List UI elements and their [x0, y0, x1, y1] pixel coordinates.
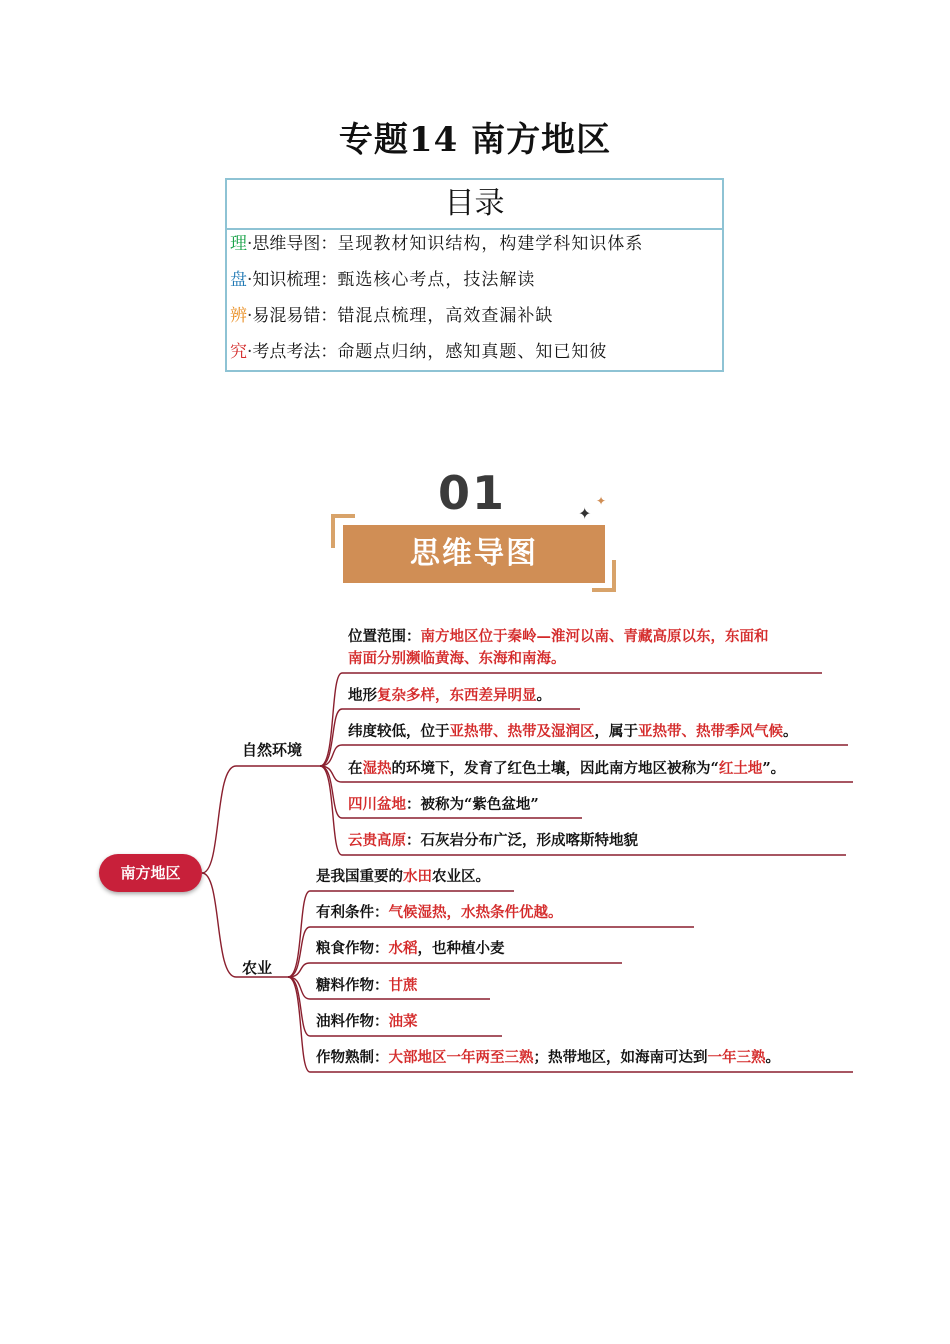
leaf-text [316, 902, 563, 924]
highlight-text: 红土地 [718, 760, 763, 777]
highlight-text: 湿热 [362, 760, 392, 777]
toc-heading: 目录 [227, 180, 722, 230]
highlight-text: 一年三熟 [707, 1049, 766, 1066]
branch-agriculture: 农业 [242, 959, 273, 977]
toc-desc: 呈现教材知识结构，构建学科知识体系 [337, 234, 644, 254]
leaf-text [348, 721, 798, 743]
highlight-text: 四川盆地 [348, 796, 406, 813]
highlight-text: 水稻 [388, 940, 418, 957]
leaf-text [316, 866, 490, 888]
leaf-text-part: 是我国重要的 [316, 868, 403, 885]
sparkle-icon: ✦ [596, 494, 607, 508]
toc-item: 理·思维导图：呈现教材知识结构，构建学科知识体系 [230, 234, 644, 254]
highlight-text: 云贵高原 [348, 832, 406, 849]
leaf-text-part: 作物熟制： [316, 1049, 389, 1066]
toc-label: 知识梳理： [252, 270, 338, 290]
toc-item: 究·考点考法：命题点归纳，感知真题、知已知彼 [230, 342, 608, 362]
toc-key: 盘 [230, 270, 247, 290]
highlight-text: 南面分别濒临黄海、东海和南海。 [348, 650, 566, 667]
highlight-text: 南方地区位于秦岭—淮河以南、青藏高原以东，东面和 [420, 628, 769, 645]
leaf-text [348, 685, 551, 707]
connector-line [202, 766, 320, 873]
highlight-text: 气候湿热，水热条件优越。 [388, 904, 563, 921]
highlight-text: 复杂多样，东西差异明显 [377, 687, 537, 704]
toc-key: 辨 [230, 306, 247, 326]
leaf-text-part: 油料作物： [316, 1013, 389, 1030]
toc-label: 考点考法： [252, 342, 338, 362]
leaf-text-part: 。 [783, 723, 798, 740]
leaf-text-part: ：被称为“紫色盆地” [406, 796, 539, 813]
mindmap-root: 南方地区 [99, 854, 202, 892]
toc-key: 究 [230, 342, 247, 362]
leaf-text-part: 粮食作物： [316, 940, 389, 957]
leaf-text-part: 糖料作物： [316, 977, 389, 994]
leaf-text-part: 农业区。 [432, 868, 490, 885]
toc-desc: 甄选核心考点，技法解读 [337, 270, 536, 290]
toc-desc: 命题点归纳，感知真题、知已知彼 [337, 342, 608, 362]
toc-desc: 错混点梳理，高效查漏补缺 [337, 306, 554, 326]
leaf-text [348, 626, 769, 648]
toc-item: 盘·知识梳理：甄选核心考点，技法解读 [230, 270, 536, 290]
leaf-text-part: 在 [348, 760, 363, 777]
toc-item: 辨·易混易错：错混点梳理，高效查漏补缺 [230, 306, 554, 326]
highlight-text: 水田 [403, 868, 432, 885]
toc-label: 思维导图： [252, 234, 338, 254]
highlight-text: 亚热带、热带季风气候 [638, 723, 783, 740]
leaf-text-part: ”。 [762, 760, 786, 777]
leaf-text-part: 。 [765, 1049, 780, 1066]
leaf-text [316, 938, 505, 960]
toc-label: 易混易错： [252, 306, 338, 326]
leaf-text-part: ，也种植小麦 [417, 940, 505, 957]
toc-key: 理 [230, 234, 247, 254]
section-number: 01 [438, 466, 507, 520]
page-title: 专题14 南方地区 [338, 120, 612, 160]
highlight-text: 油菜 [388, 1013, 418, 1030]
section-label: 思维导图 [343, 525, 605, 583]
leaf-text-part: ，属于 [594, 723, 638, 740]
leaf-text-part: ：石灰岩分布广泛，形成喀斯特地貌 [406, 832, 638, 849]
leaf-text [348, 648, 566, 670]
leaf-text [316, 1047, 780, 1069]
leaf-text-part: 有利条件： [316, 904, 389, 921]
leaf-text [316, 1011, 418, 1033]
leaf-text [348, 830, 638, 852]
leaf-text-part: 地形 [348, 687, 377, 704]
leaf-text-part: ；热带地区，如海南可达到 [533, 1049, 708, 1066]
highlight-text: 甘蔗 [388, 977, 418, 994]
leaf-text-part: 的环境下，发育了红色土壤，因此南方地区被称为“ [391, 760, 719, 777]
leaf-text [348, 758, 785, 780]
highlight-text: 亚热带、热带及湿润区 [449, 723, 595, 740]
sparkle-icon: ✦ [578, 504, 592, 523]
branch-natural-environment: 自然环境 [242, 741, 303, 759]
leaf-text-part: 纬度较低，位于 [348, 723, 450, 740]
leaf-text-part: 。 [536, 687, 551, 704]
highlight-text: 大部地区一年两至三熟 [388, 1049, 534, 1066]
leaf-text [316, 975, 418, 997]
leaf-text [348, 794, 539, 816]
leaf-text-part: 位置范围： [348, 628, 421, 645]
